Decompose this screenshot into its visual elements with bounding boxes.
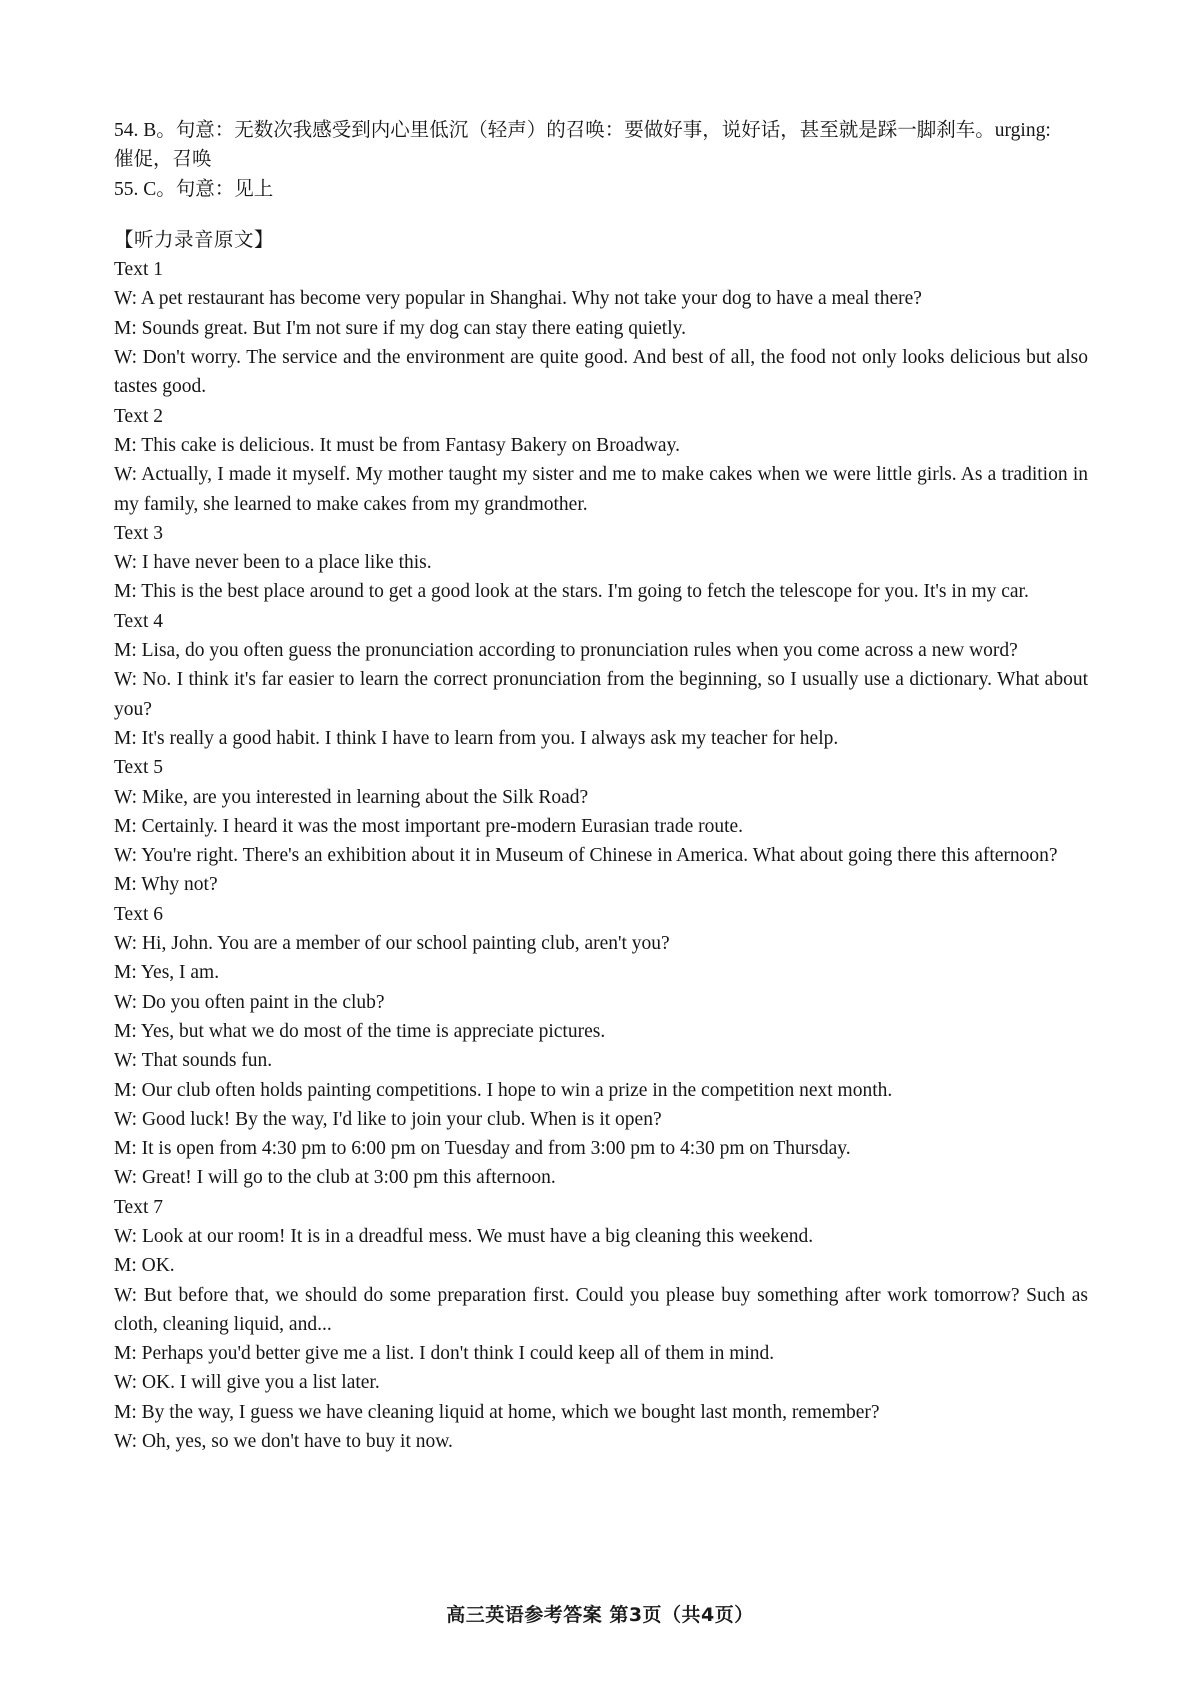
section-heading: 【听力录音原文】 — [114, 229, 275, 251]
dialogue-line: M: This is the best place around to get a good look at the stars. I'm going to fetch the telescope for you. It's in my car. — [114, 581, 1029, 603]
dialogue-line: W: Oh, yes, so we don't have to buy it now. — [114, 1431, 453, 1453]
dialogue-line: M: By the way, I guess we have cleaning liquid at home, which we bought last month, remember? — [114, 1401, 880, 1423]
text-1-title: Text 1 — [114, 259, 163, 281]
dialogue-line: W: That sounds fun. — [114, 1050, 273, 1072]
text-2-title: Text 2 — [114, 405, 163, 427]
dialogue-line: W: Great! I will go to the club at 3:00 pm this afternoon. — [114, 1167, 556, 1189]
dialogue-line: M: Lisa, do you often guess the pronunciation according to pronunciation rules when you come across a new word? — [114, 640, 1018, 662]
dialogue-line: M: It is open from 4:30 pm to 6:00 pm on Tuesday and from 3:00 pm to 4:30 pm on Thursday. — [114, 1138, 851, 1160]
dialogue-line: M: Perhaps you'd better give me a list. I don't think I could keep all of them in mind. — [114, 1343, 775, 1365]
dialogue-line: W: But before that, we should do some preparation first. Could you please buy something after work tomorrow? Such as cloth, cleaning liquid, and... — [114, 1284, 1088, 1335]
dialogue-line: M: Yes, but what we do most of the time is appreciate pictures. — [114, 1020, 606, 1042]
dialogue-line: W: Hi, John. You are a member of our school painting club, aren't you? — [114, 933, 670, 955]
dialogue-line: W: Look at our room! It is in a dreadful mess. We must have a big cleaning this weekend. — [114, 1225, 814, 1247]
dialogue-line: M: Our club often holds painting competitions. I hope to win a prize in the competition next month. — [114, 1079, 893, 1101]
text-7-title: Text 7 — [114, 1196, 163, 1218]
page-footer: 高三英语参考答案 第3页（共4页） — [446, 1604, 754, 1626]
dialogue-line: W: You're right. There's an exhibition about it in Museum of Chinese in America. What about going there this afternoon? — [114, 845, 1058, 867]
text-3-title: Text 3 — [114, 522, 163, 544]
answer-54-line-2: 催促，召唤 — [114, 149, 212, 171]
dialogue-line: W: I have never been to a place like this. — [114, 552, 432, 574]
dialogue-line: W: No. I think it's far easier to learn the correct pronunciation from the beginning, so I usually use a dictionary. What about you? — [114, 669, 1088, 720]
text-6-title: Text 6 — [114, 903, 163, 925]
dialogue-line: M: This cake is delicious. It must be from Fantasy Bakery on Broadway. — [114, 434, 680, 456]
dialogue-line: W: Don't worry. The service and the environment are quite good. And best of all, the food not only looks delicious but also tastes good. — [114, 347, 1088, 398]
dialogue-line: M: Sounds great. But I'm not sure if my dog can stay there eating quietly. — [114, 317, 686, 339]
page-content — [114, 116, 1088, 1456]
dialogue-line: W: Good luck! By the way, I'd like to join your club. When is it open? — [114, 1108, 662, 1130]
answer-54-line-1: 54. B。句意：无数次我感受到内心里低沉（轻声）的召唤：要做好事，说好话，甚至就是踩一脚刹车。urging: — [114, 120, 1051, 141]
dialogue-line: W: Do you often paint in the club? — [114, 991, 385, 1013]
text-5-title: Text 5 — [114, 757, 163, 779]
text-4-title: Text 4 — [114, 610, 163, 632]
answer-55: 55. C。句意：见上 — [114, 178, 274, 200]
dialogue-line: M: It's really a good habit. I think I have to learn from you. I always ask my teacher for help. — [114, 727, 839, 749]
dialogue-line: W: Actually, I made it myself. My mother taught my sister and me to make cakes when we were little girls. As a tradition in my family, she learned to make cakes from my grandmother. — [114, 464, 1088, 515]
dialogue-line: W: Mike, are you interested in learning about the Silk Road? — [114, 786, 589, 808]
dialogue-line: M: Why not? — [114, 874, 218, 896]
dialogue-line: W: A pet restaurant has become very popular in Shanghai. Why not take your dog to have a meal there? — [114, 288, 922, 310]
dialogue-line: M: OK. — [114, 1255, 175, 1277]
dialogue-line: M: Certainly. I heard it was the most important pre-modern Eurasian trade route. — [114, 815, 744, 837]
dialogue-line: W: OK. I will give you a list later. — [114, 1372, 380, 1394]
dialogue-line: M: Yes, I am. — [114, 962, 220, 984]
spacer — [114, 204, 1088, 226]
